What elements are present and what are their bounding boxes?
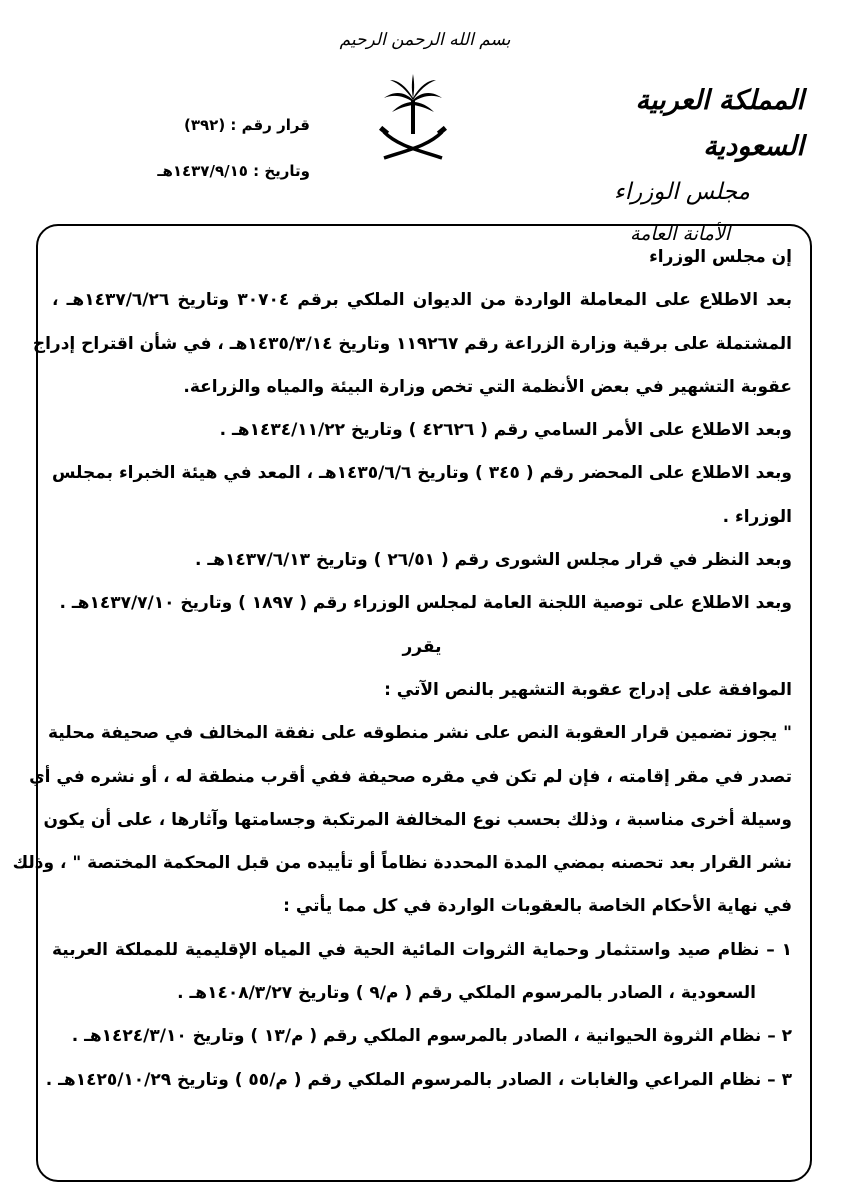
list-item: ١ – نظام صيد واستثمار وحماية الثروات المائية الحية في المياه الإقليمية للمملكة العربية — [52, 939, 792, 960]
resolves-heading: يقرر — [402, 636, 442, 657]
text-line: الموافقة على إدراج عقوبة التشهير بالنص الآتي : — [384, 679, 792, 700]
list-item: ٣ – نظام المراعي والغابات ، الصادر بالمرسوم الملكي رقم ( م/٥٥ ) وتاريخ ١٤٢٥/١٠/٢٩هـ . — [45, 1069, 792, 1090]
text-line: وبعد الاطلاع على الأمر السامي رقم ( ٤٢٦٢٦ ) وتاريخ ١٤٣٤/١١/٢٢هـ . — [219, 420, 792, 441]
decision-meta — [150, 102, 310, 194]
text-line: الوزراء . — [722, 506, 792, 527]
text-line: وبعد الاطلاع على توصية اللجنة العامة لمجلس الوزراء رقم ( ١٨٩٧ ) وتاريخ ١٤٣٧/٧/١٠هـ . — [59, 593, 792, 614]
basmala: بسم الله الرحمن الرحيم — [339, 30, 511, 50]
kingdom-name: المملكة العربية السعودية — [635, 85, 804, 162]
text-line: إن مجلس الوزراء — [649, 247, 792, 267]
decision-number: قرار رقم : (٣٩٢) — [184, 116, 310, 134]
text-line: وسيلة أخرى مناسبة ، وذلك بحسب نوع المخالفة المرتكبة وجسامتها وآثارها ، على أن يكون — [43, 809, 792, 830]
list-item: ٢ – نظام الثروة الحيوانية ، الصادر بالمرسوم الملكي رقم ( م/١٣ ) وتاريخ ١٤٢٤/٣/١٠هـ . — [71, 1026, 792, 1047]
decision-date: وتاريخ : ١٤٣٧/٩/١٥هـ — [157, 162, 310, 180]
text-line: بعد الاطلاع على المعاملة الواردة من الديوان الملكي برقم ٣٠٧٠٤ وتاريخ ١٤٣٧/٦/٢٦هـ ، — [52, 290, 792, 311]
text-line: تصدر في مقر إقامته ، فإن لم تكن في مقره صحيفة ففي أقرب منطقة له ، أو نشره في أي — [29, 766, 792, 787]
text-line: " يجوز تضمين قرار العقوبة النص على نشر منطوقه على نفقة المخالف في صحيفة محلية — [48, 723, 792, 744]
secretariat-name: الأمانة العامة — [630, 223, 730, 245]
text-line: وبعد الاطلاع على المحضر رقم ( ٣٤٥ ) وتاريخ ١٤٣٥/٦/٦هـ ، المعد في هيئة الخبراء بمجلس — [52, 463, 792, 484]
decision-body — [12, 236, 792, 1102]
council-name: مجلس الوزراء — [613, 179, 750, 205]
saudi-emblem-icon — [378, 72, 448, 162]
text-line: وبعد النظر في قرار مجلس الشورى رقم ( ٢٦/٥١ ) وتاريخ ١٤٣٧/٦/١٣هـ . — [195, 550, 792, 571]
list-item-continuation: السعودية ، الصادر بالمرسوم الملكي رقم ( م/٩ ) وتاريخ ١٤٠٨/٣/٢٧هـ . — [177, 983, 756, 1004]
text-line: نشر القرار بعد تحصنه بمضي المدة المحددة نظاماً أو تأييده من قبل المحكمة المختصة " ، وذلك — [12, 853, 792, 874]
text-line: في نهاية الأحكام الخاصة بالعقوبات الواردة في كل مما يأتي : — [283, 896, 792, 917]
text-line: عقوبة التشهير في بعض الأنظمة التي تخص وزارة البيئة والمياه والزراعة. — [183, 376, 792, 397]
text-line: المشتملة على برقية وزارة الزراعة رقم ١١٩٢٦٧ وتاريخ ١٤٣٥/٣/١٤هـ ، في شأن اقتراح إدراج — [32, 333, 792, 354]
